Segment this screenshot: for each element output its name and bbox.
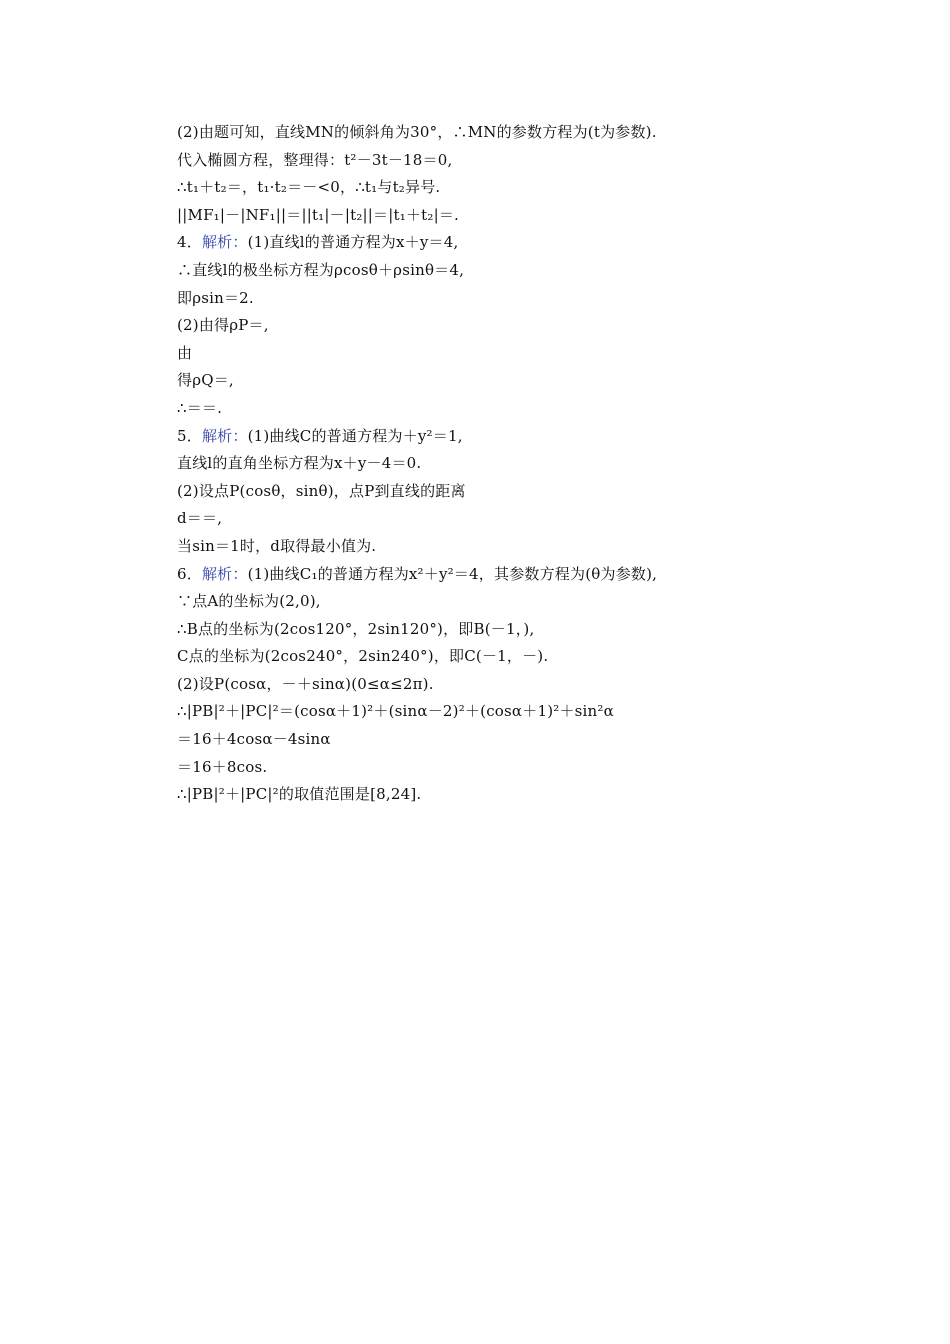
- problem-5-heading: 5．解析：(1)曲线C的普通方程为＋y²＝1,: [177, 426, 463, 445]
- solution-label: 解析：: [201, 426, 248, 445]
- problem-number: 4．: [177, 233, 202, 252]
- text-line: 得ρQ＝,: [177, 371, 234, 390]
- text-line: (2)由得ρP＝,: [177, 316, 269, 335]
- text-line: ＝16＋4cosα－4sinα: [177, 730, 331, 749]
- problem-number: 5．: [177, 426, 202, 445]
- solution-text: [177, 119, 777, 809]
- text-line: 即ρsin＝2.: [177, 288, 254, 307]
- text-line: (2)由题可知，直线MN的倾斜角为30°，∴MN的参数方程为(t为参数).: [177, 123, 657, 141]
- text-line: 由: [177, 343, 193, 362]
- solution-label: 解析：: [201, 233, 248, 252]
- problem-4-heading: 4．解析：(1)直线l的普通方程为x＋y＝4,: [177, 233, 459, 252]
- problem-6-heading: 6．解析：(1)曲线C₁的普通方程为x²＋y²＝4，其参数方程为(θ为参数),: [177, 564, 658, 583]
- problem-number: 6．: [177, 564, 202, 583]
- text-line: ∴|PB|²＋|PC|²的取值范围是[8,24].: [177, 785, 422, 804]
- text-line: (2)设点P(cosθ，sinθ)，点P到直线的距离: [177, 481, 466, 500]
- text-line: ||MF₁|－|NF₁||＝||t₁|－|t₂||＝|t₁＋t₂|＝.: [177, 205, 460, 224]
- text-line: d＝＝,: [177, 509, 223, 528]
- text-line: 当sin＝1时，d取得最小值为.: [177, 536, 377, 555]
- text-line: ∴B点的坐标为(2cos120°，2sin120°)，即B(－1，),: [177, 619, 535, 638]
- text-line: ∴直线l的极坐标方程为ρcosθ＋ρsinθ＝4,: [177, 260, 465, 279]
- text-line: ∴t₁＋t₂＝，t₁·t₂＝－<0，∴t₁与t₂异号.: [177, 178, 441, 197]
- text-line: ∴＝＝.: [177, 398, 223, 417]
- text-line: 直线l的直角坐标方程为x＋y－4＝0.: [177, 454, 422, 473]
- text-line: ＝16＋8cos.: [177, 757, 268, 776]
- text-line: ∴|PB|²＋|PC|²＝(cosα＋1)²＋(sinα－2)²＋(cosα＋1)²＋sin²α: [177, 702, 614, 721]
- text-line: (2)设P(cosα，－＋sinα)(0≤α≤2π).: [177, 674, 434, 693]
- text-line: C点的坐标为(2cos240°，2sin240°)，即C(－1，－).: [177, 647, 549, 666]
- text-line: ∵点A的坐标为(2,0),: [177, 592, 321, 611]
- solution-label: 解析：: [201, 564, 248, 583]
- text-line: 代入椭圆方程，整理得：t²－3t－18＝0,: [177, 150, 453, 169]
